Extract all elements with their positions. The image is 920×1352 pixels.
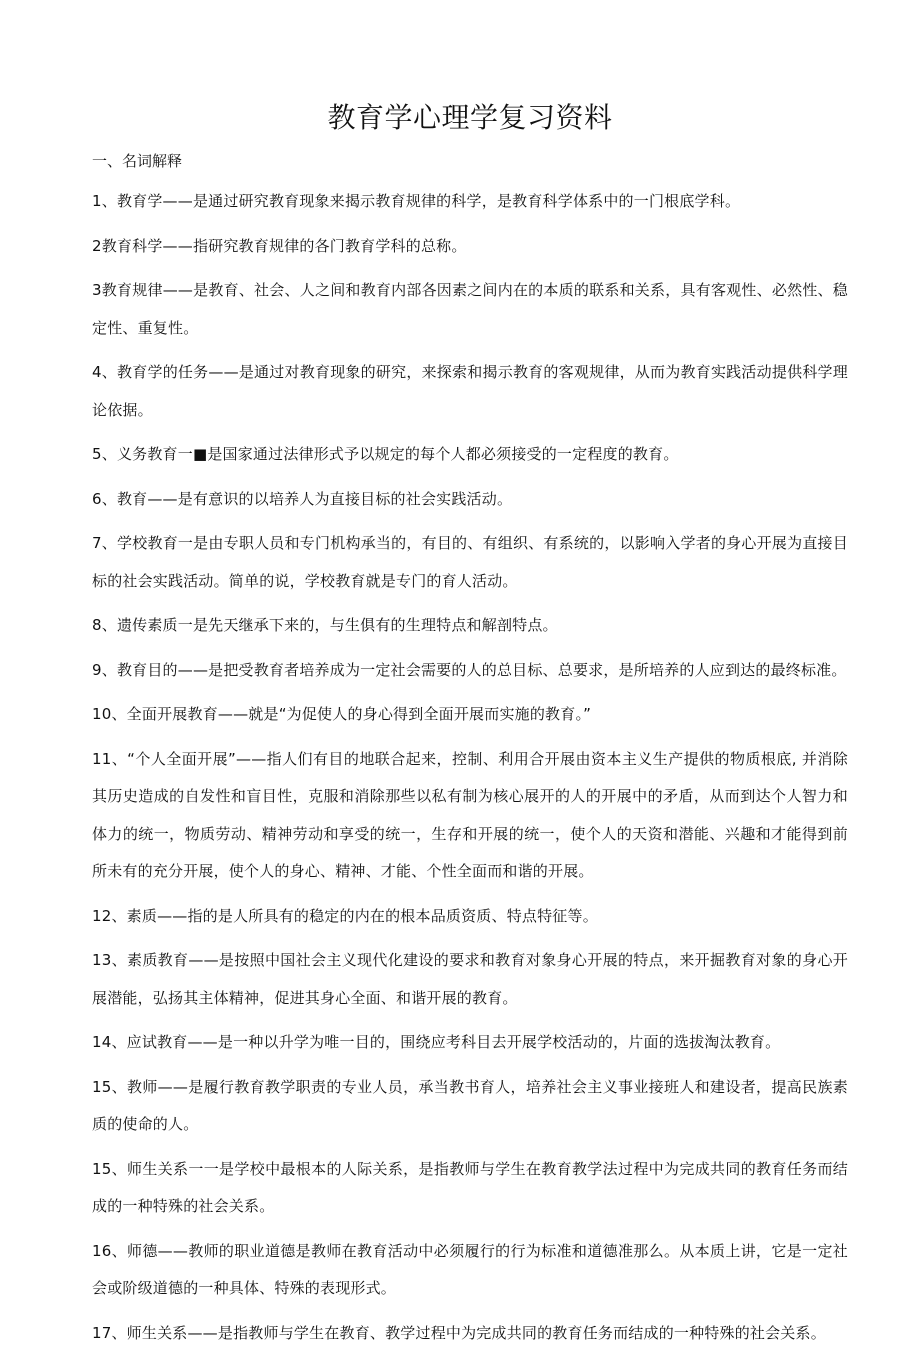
section-heading: 一、名词解释	[92, 148, 848, 174]
glossary-entry-4: 4、教育学的任务——是通过对教育现象的研究，来探索和揭示教育的客观规律，从而为教育实践活动提供科学理论依据。	[92, 354, 848, 429]
glossary-entry-14: 14、应试教育——是一种以升学为唯一目的，围绕应考科目去开展学校活动的，片面的选拔淘汰教育。	[92, 1024, 848, 1062]
glossary-entry-12: 12、素质——指的是人所具有的稳定的内在的根本品质资质、特点特征等。	[92, 898, 848, 936]
glossary-entry-7: 7、学校教育一是由专职人员和专门机构承当的，有目的、有组织、有系统的，以影响入学者的身心开展为直接目标的社会实践活动。简单的说，学校教育就是专门的育人活动。	[92, 525, 848, 600]
glossary-entry-2: 2教育科学——指研究教育规律的各门教育学科的总称。	[92, 228, 848, 266]
glossary-entry-6: 6、教育——是有意识的以培养人为直接目标的社会实践活动。	[92, 481, 848, 519]
glossary-list	[92, 183, 848, 1352]
glossary-entry-3: 3教育规律——是教育、社会、人之间和教育内部各因素之间内在的本质的联系和关系，具有客观性、必然性、稳定性、重复性。	[92, 272, 848, 347]
glossary-entry-16: 16、师德——教师的职业道德是教师在教育活动中必须履行的行为标准和道德准那么。从本质上讲，它是一定社会或阶级道德的一种具体、特殊的表现形式。	[92, 1233, 848, 1308]
glossary-entry-1: 1、教育学——是通过研究教育现象来揭示教育规律的科学，是教育科学体系中的一门根底学科。	[92, 183, 848, 221]
glossary-entry-13: 13、素质教育——是按照中国社会主义现代化建设的要求和教育对象身心开展的特点，来开掘教育对象的身心开展潜能，弘扬其主体精神，促进其身心全面、和谐开展的教育。	[92, 942, 848, 1017]
glossary-entry-8: 8、遗传素质一是先天继承下来的，与生俱有的生理特点和解剖特点。	[92, 607, 848, 645]
glossary-entry-11: 11、“个人全面开展”——指人们有目的地联合起来，控制、利用合开展由资本主义生产提供的物质根底, 并消除其历史造成的自发性和盲目性，克服和消除那些以私有制为核心展开的人的开展中的矛盾，从而到达个人智力和体力的统一，物质劳动、精神劳动和享受的统一，生存和开展的统一，使个人的天资和潜能、兴趣和才能得到前所未有的充分开展，使个人的身心、精神、才能、个性全面而和谐的开展。	[92, 741, 848, 891]
glossary-entry-17: 17、师生关系——是指教师与学生在教育、教学过程中为完成共同的教育任务而结成的一种特殊的社会关系。	[92, 1315, 848, 1352]
glossary-entry-9: 9、教育目的——是把受教育者培养成为一定社会需要的人的总目标、总要求，是所培养的人应到达的最终标准。	[92, 652, 848, 690]
glossary-entry-15b: 15、师生关系一一是学校中最根本的人际关系，是指教师与学生在教育教学法过程中为完成共同的教育任务而结成的一种特殊的社会关系。	[92, 1151, 848, 1226]
glossary-entry-15: 15、教师——是履行教育教学职责的专业人员，承当教书育人，培养社会主义事业接班人和建设者，提高民族素质的使命的人。	[92, 1069, 848, 1144]
document-title: 教育学心理学复习资料	[92, 96, 848, 140]
glossary-entry-5: 5、义务教育一■是国家通过法律形式予以规定的每个人都必须接受的一定程度的教育。	[92, 436, 848, 474]
glossary-entry-10: 10、全面开展教育——就是“为促使人的身心得到全面开展而实施的教育。”	[92, 696, 848, 734]
